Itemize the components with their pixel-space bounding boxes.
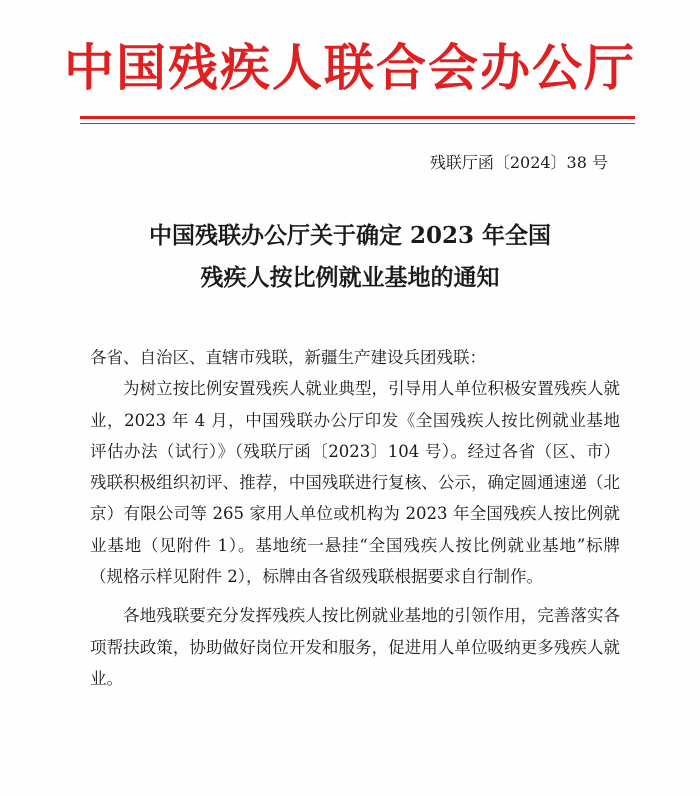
body-paragraph-1: 为树立按比例安置残疾人就业典型，引导用人单位积极安置残疾人就业，2023 年 4 月，中国残联办公厅印发《全国残疾人按比例就业基地评估办法（试行）》（残联厅函〔2023〕104 号）。经过各省（区、市）残联积极组织初评、推荐，中国残联进行复核、公示，确定圆通速递（北京）有限公司等 265 家用人单位或机构为 2023 年全国残疾人按比例就业基地（见附件 1）。基地统一悬挂“全国残疾人按比例就业基地”标牌（规格示样见附件 2），标牌由各省级残联根据要求自行制作。 [90,379,620,587]
title-line-1: 中国残联办公厅关于确定 2023 年全国 [148,222,552,249]
paragraph-gap [90,592,620,600]
document-body [90,342,620,694]
issuing-org-header: 中国残疾人联合会办公厅 [64,38,636,97]
red-separator-thick [80,116,635,119]
document-number: 残联厅函〔2024〕38 号 [429,153,608,172]
salutation: 各省、自治区、直辖市残联，新疆生产建设兵团残联： [90,348,486,367]
document-title [0,215,700,299]
body-paragraph-2: 各地残联要充分发挥残疾人按比例就业基地的引领作用，完善落实各项帮扶政策，协助做好岗位开发和服务，促进用人单位吸纳更多残疾人就业。 [90,606,620,688]
title-line-2: 残疾人按比例就业基地的通知 [200,264,500,291]
red-separator-thin [80,123,635,124]
